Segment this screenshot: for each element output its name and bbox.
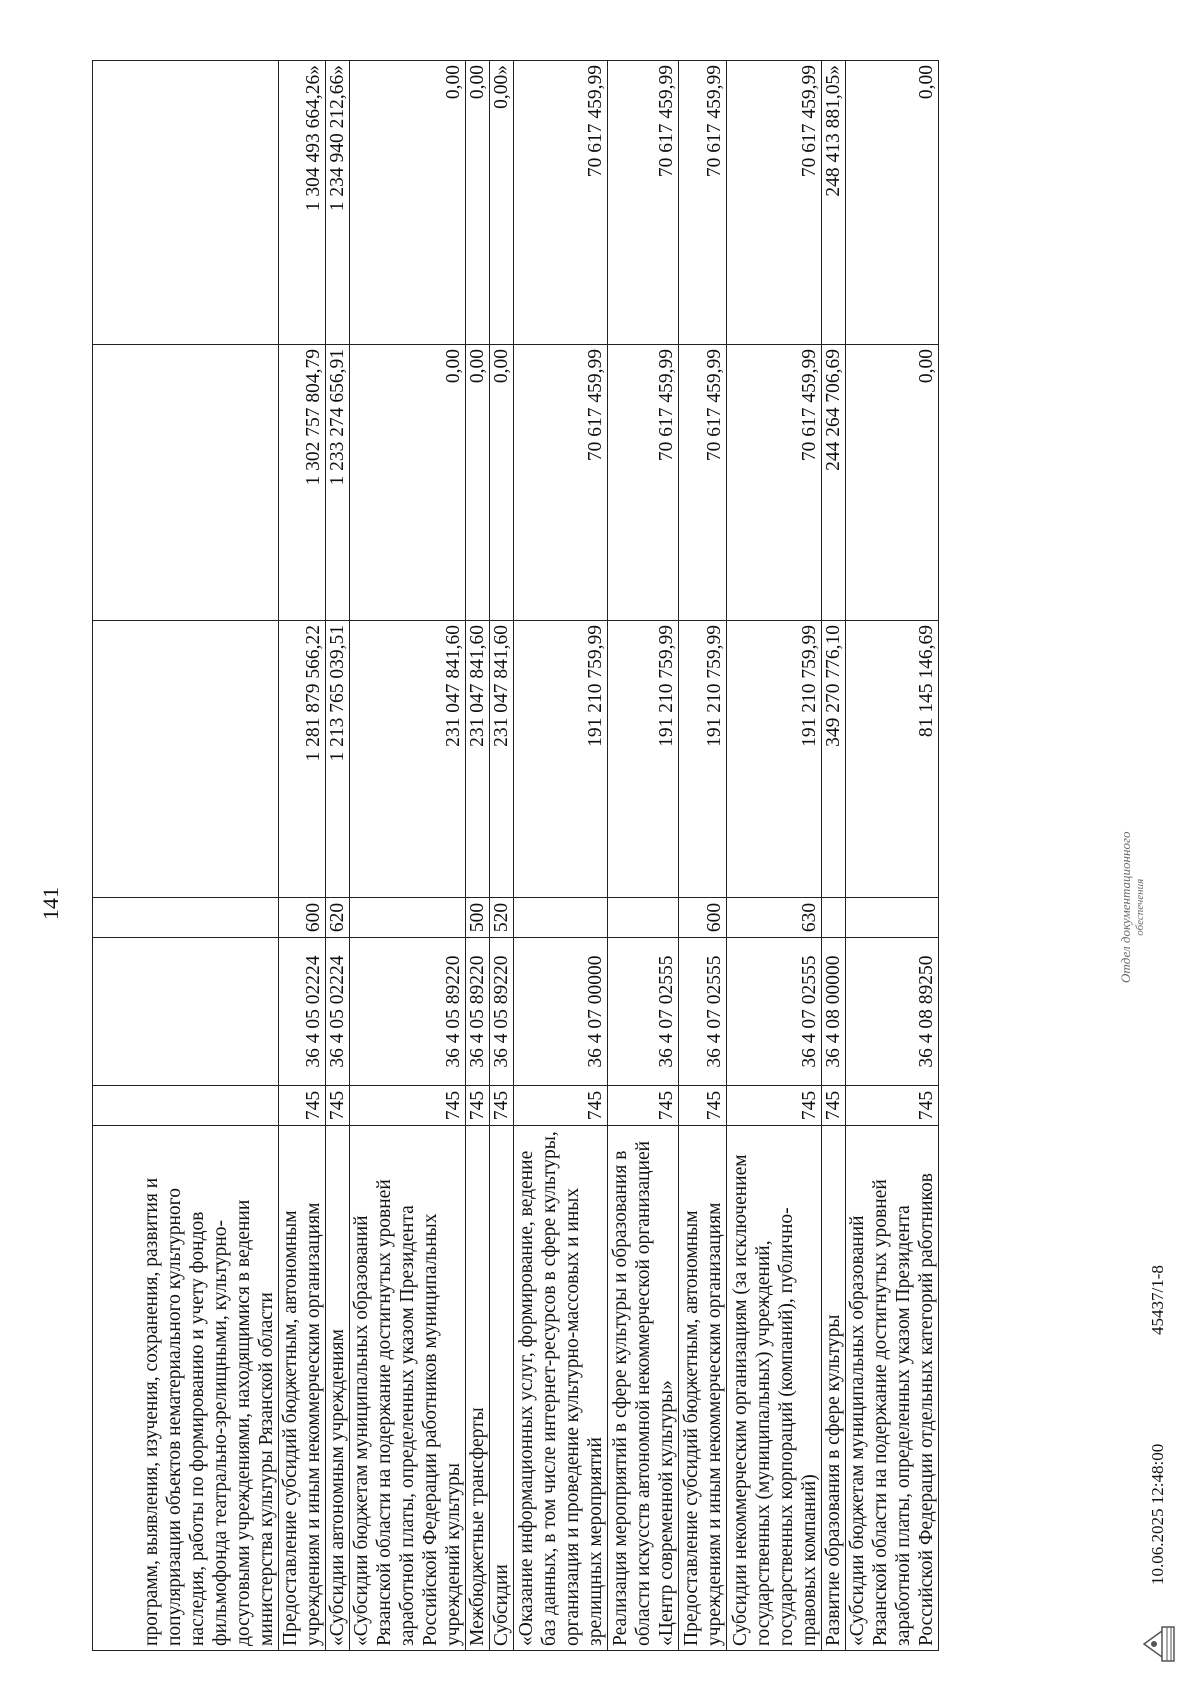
cell-vr: 500	[466, 898, 490, 938]
cell-admin: 745	[608, 1086, 679, 1126]
cell-admin: 745	[326, 1086, 350, 1126]
page-number: 141	[38, 887, 63, 920]
cell-vr	[822, 898, 846, 938]
cell-sum3: 0,00	[466, 61, 490, 345]
stamp-line-1: Отдел документационного	[1118, 831, 1133, 983]
cell-sum2: 70 617 459,99	[679, 345, 727, 621]
cell-sum2: 1 233 274 656,91	[326, 345, 350, 621]
stamp-line-2: обеспечения	[1134, 878, 1146, 936]
cell-name: Межбюджетные трансферты	[466, 1126, 490, 1651]
cell-sum1: 191 210 759,99	[727, 621, 822, 898]
table-row	[822, 61, 846, 1651]
cell-sum2: 70 617 459,99	[608, 345, 679, 621]
cell-name: «Субсидии автономным учреждениям	[326, 1126, 350, 1651]
cell-csr: 36 4 05 02224	[326, 938, 350, 1086]
footer-datetime: 10.06.2025 12:48:00	[1148, 1443, 1167, 1585]
cell-sum1: 231 047 841,60	[350, 621, 466, 898]
cell-name: «Оказание информационных услуг, формирование, ведение баз данных, в том числе интернет-ресурсов в сфере культуры, организация и проведение культурно-массовых и иных зрелищных мероприятий	[514, 1126, 608, 1651]
table-row	[514, 61, 608, 1651]
cell-sum3: 0,00»	[490, 61, 514, 345]
cell-csr: 36 4 08 89250	[846, 938, 939, 1086]
cell-sum3: 70 617 459,99	[679, 61, 727, 345]
cell-admin	[93, 1086, 279, 1126]
cell-csr: 36 4 05 02224	[279, 938, 326, 1086]
cell-sum1: 231 047 841,60	[490, 621, 514, 898]
cell-vr	[350, 898, 466, 938]
cell-sum3: 70 617 459,99	[727, 61, 822, 345]
cell-name: Субсидии	[490, 1126, 514, 1651]
table-row	[466, 61, 490, 1651]
table-row	[350, 61, 466, 1651]
cell-sum3: 70 617 459,99	[514, 61, 608, 345]
cell-sum3: 70 617 459,99	[608, 61, 679, 345]
cell-sum1: 1 213 765 039,51	[326, 621, 350, 898]
table-row	[608, 61, 679, 1651]
table-row	[846, 61, 939, 1651]
cell-sum3: 1 234 940 212,66»	[326, 61, 350, 345]
cell-sum3: 0,00	[846, 61, 939, 345]
cell-sum2: 0,00	[846, 345, 939, 621]
cell-sum2: 70 617 459,99	[727, 345, 822, 621]
cell-name: «Субсидии бюджетам муниципальных образований Рязанской области на подержание достигнутых уровней заработной платы, определенных указом Президента Российской Федерации отдельных категорий работников	[846, 1126, 939, 1651]
cell-sum1: 191 210 759,99	[679, 621, 727, 898]
cell-name: Развитие образования в сфере культуры	[822, 1126, 846, 1651]
cell-admin: 745	[350, 1086, 466, 1126]
cell-csr: 36 4 07 02555	[679, 938, 727, 1086]
cell-sum1: 191 210 759,99	[514, 621, 608, 898]
cell-sum2: 0,00	[466, 345, 490, 621]
cell-admin: 745	[846, 1086, 939, 1126]
cell-sum2	[93, 345, 279, 621]
cell-vr	[93, 898, 279, 938]
emblem-icon	[1136, 1621, 1178, 1667]
table-row	[490, 61, 514, 1651]
table-row	[727, 61, 822, 1651]
cell-csr	[93, 938, 279, 1086]
cell-sum1: 231 047 841,60	[466, 621, 490, 898]
cell-admin: 745	[466, 1086, 490, 1126]
department-stamp	[1118, 831, 1148, 983]
cell-name: Предоставление субсидий бюджетным, автономным учреждениям и иным некоммерческим организациям	[679, 1126, 727, 1651]
cell-sum3: 0,00	[350, 61, 466, 345]
cell-admin: 745	[490, 1086, 514, 1126]
cell-sum3: 1 304 493 664,26»	[279, 61, 326, 345]
cell-admin: 745	[679, 1086, 727, 1126]
cell-sum2: 0,00	[350, 345, 466, 621]
cell-csr: 36 4 05 89220	[466, 938, 490, 1086]
cell-name: программ, выявления, изучения, сохранения, развития и популяризации объектов нематериального культурного наследия, работы по формированию и учету фондов фильмофонда театрально-зрелищными, культурно-досуговыми учреждениями, находящимися в ведении министерства культуры Рязанской области	[93, 1126, 279, 1651]
cell-vr	[846, 898, 939, 938]
table-row	[679, 61, 727, 1651]
cell-admin: 745	[514, 1086, 608, 1126]
budget-table	[92, 60, 939, 1651]
cell-vr: 600	[679, 898, 727, 938]
table-row	[326, 61, 350, 1651]
cell-sum1: 81 145 146,69	[846, 621, 939, 898]
cell-vr	[514, 898, 608, 938]
cell-sum1: 1 281 879 566,22	[279, 621, 326, 898]
cell-sum2: 70 617 459,99	[514, 345, 608, 621]
cell-sum1	[93, 621, 279, 898]
table-row	[279, 61, 326, 1651]
cell-name: Предоставление субсидий бюджетным, автономным учреждениям и иным некоммерческим организациям	[279, 1126, 326, 1651]
cell-csr: 36 4 05 89220	[350, 938, 466, 1086]
cell-vr	[608, 898, 679, 938]
cell-sum2: 0,00	[490, 345, 514, 621]
cell-sum1: 349 270 776,10	[822, 621, 846, 898]
cell-sum3	[93, 61, 279, 345]
cell-csr: 36 4 08 00000	[822, 938, 846, 1086]
cell-sum3: 248 413 881,05»	[822, 61, 846, 345]
cell-vr: 630	[727, 898, 822, 938]
cell-sum2: 1 302 757 804,79	[279, 345, 326, 621]
cell-csr: 36 4 07 02555	[608, 938, 679, 1086]
cell-csr: 36 4 07 02555	[727, 938, 822, 1086]
cell-sum1: 191 210 759,99	[608, 621, 679, 898]
cell-vr: 620	[326, 898, 350, 938]
cell-name: Субсидии некоммерческим организациям (за исключением государственных (муниципальных) учреждений, государственных корпораций (компаний), публично-правовых компаний)	[727, 1126, 822, 1651]
cell-admin: 745	[727, 1086, 822, 1126]
cell-vr: 520	[490, 898, 514, 938]
cell-sum2: 244 264 706,69	[822, 345, 846, 621]
cell-vr: 600	[279, 898, 326, 938]
cell-csr: 36 4 05 89220	[490, 938, 514, 1086]
cell-admin: 745	[279, 1086, 326, 1126]
table-row	[93, 61, 279, 1651]
cell-name: «Субсидии бюджетам муниципальных образований Рязанской области на подержание достигнутых уровней заработной платы, определенных указом Президента Российской Федерации работников муниципальных учреждений культуры	[350, 1126, 466, 1651]
cell-csr: 36 4 07 00000	[514, 938, 608, 1086]
cell-name: Реализация мероприятий в сфере культуры и образования в области искусств автономной некоммерческой организацией «Центр современной культуры»	[608, 1126, 679, 1651]
footer-doc-code: 45437/1-8	[1148, 1265, 1167, 1335]
cell-admin: 745	[822, 1086, 846, 1126]
